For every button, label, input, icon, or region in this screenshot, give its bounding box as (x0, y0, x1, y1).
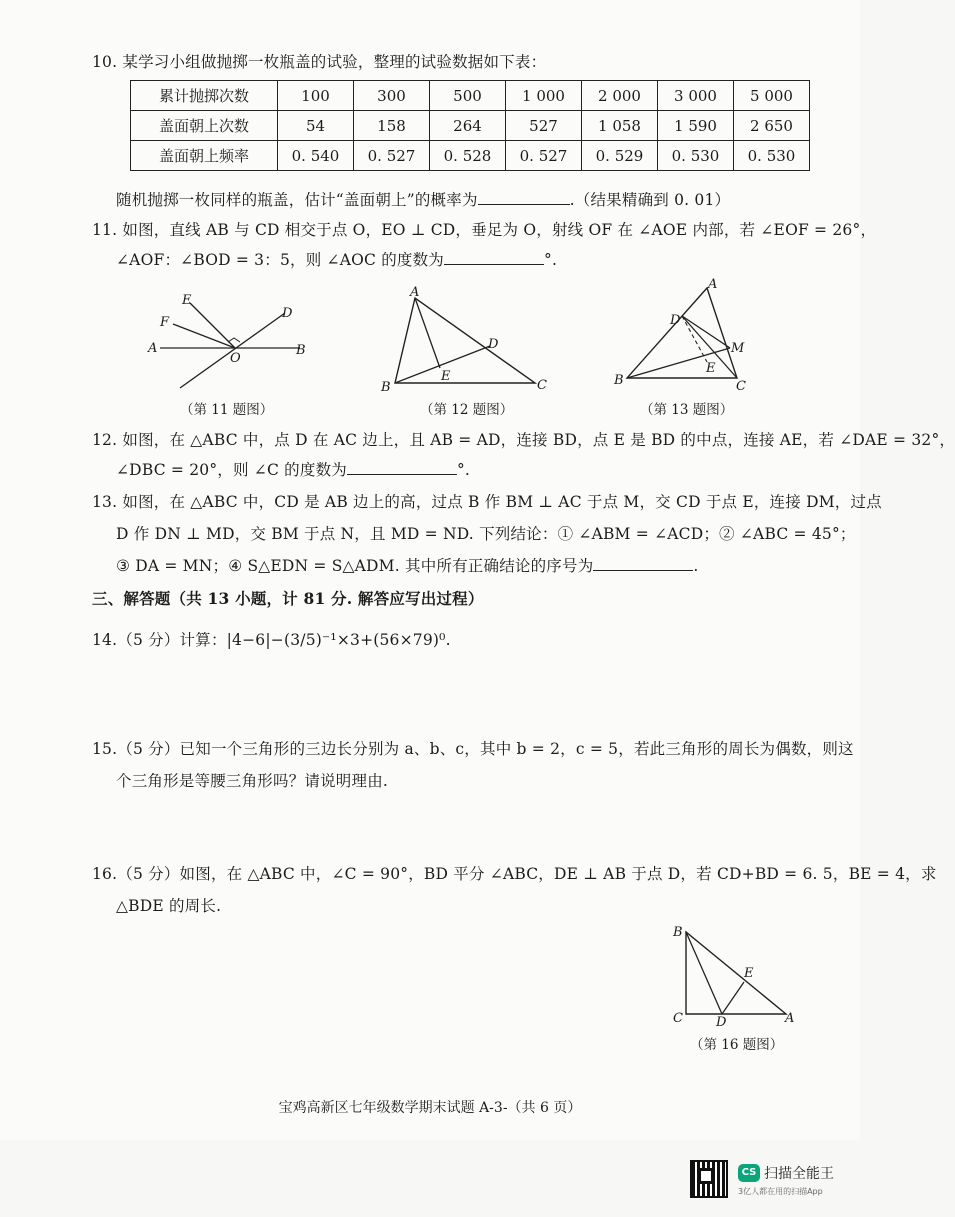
fig16-label-a: A (785, 1011, 795, 1026)
scanner-watermark (690, 1160, 860, 1205)
figure-12 (375, 285, 555, 395)
table-cell: 0. 530 (734, 141, 810, 171)
fig12-label-e: E (441, 369, 451, 384)
q10-after-post: .（结果精确到 0. 01） (569, 191, 731, 209)
table-cell: 158 (354, 111, 430, 141)
table-cell: 0. 528 (430, 141, 506, 171)
watermark-title: 扫描全能王 (764, 1166, 834, 1182)
table-cell: 0. 527 (354, 141, 430, 171)
q13-line1: 13. 如图，在 △ABC 中，CD 是 AB 边上的高，过点 B 作 BM ⊥ AC 于点 M，交 CD 于点 E，连接 DM，过点 (92, 493, 882, 511)
table-cell: 5 000 (734, 81, 810, 111)
q14-text: 14.（5 分）计算：|4−6|−(3/5)⁻¹×3+(56×79)⁰. (92, 631, 451, 649)
table-row-header: 盖面朝上频率 (131, 141, 278, 171)
fig13-caption: （第 13 题图） (640, 402, 734, 418)
q10-data-table (130, 80, 810, 171)
table-cell: 0. 530 (658, 141, 734, 171)
q10-after-pre: 随机抛掷一枚同样的瓶盖，估计“盖面朝上”的概率为 (116, 191, 478, 209)
q12-line2-pre: ∠DBC = 20°，则 ∠C 的度数为 (116, 461, 347, 479)
table-cell: 2 000 (582, 81, 658, 111)
q10-answer-blank (478, 190, 570, 205)
q11-line2-post: °. (544, 251, 558, 269)
table-cell: 0. 529 (582, 141, 658, 171)
q10-text: 10. 某学习小组做抛掷一枚瓶盖的试验，整理的试验数据如下表： (92, 53, 547, 71)
table-cell: 0. 527 (506, 141, 582, 171)
q15-line1: 15.（5 分）已知一个三角形的三边长分别为 a、b、c，其中 b = 2，c = 5，若此三角形的周长为偶数，则这 (92, 740, 854, 758)
q13-line3-pre: ③ DA = MN；④ S△EDN = S△ADM. 其中所有正确结论的序号为 (116, 557, 594, 575)
table-cell: 3 000 (658, 81, 734, 111)
watermark-subtitle: 3亿人都在用的扫描App (738, 1187, 823, 1196)
fig11-label-e: E (182, 293, 192, 308)
q11-line1: 11. 如图，直线 AB 与 CD 相交于点 O，EO ⊥ CD，垂足为 O，射线 OF 在 ∠AOE 内部，若 ∠EOF = 26°， (92, 221, 877, 239)
table-row (131, 81, 810, 111)
q11-line2 (116, 248, 557, 270)
table-cell: 1 058 (582, 111, 658, 141)
fig12-label-a: A (410, 285, 420, 300)
q16-line2: △BDE 的周长. (116, 897, 222, 915)
q15-line2: 个三角形是等腰三角形吗？请说明理由. (116, 772, 389, 790)
camscanner-logo-icon: CS (738, 1164, 760, 1182)
table-cell: 300 (354, 81, 430, 111)
fig13-label-b: B (614, 373, 624, 388)
figure-13 (612, 278, 762, 393)
page-footer: 宝鸡高新区七年级数学期末试题 A-3-（共 6 页） (278, 1100, 582, 1116)
fig13-label-a: A (708, 277, 718, 292)
fig11-label-d: D (282, 306, 293, 321)
table-cell: 0. 540 (278, 141, 354, 171)
table-cell: 500 (430, 81, 506, 111)
fig11-label-b: B (296, 343, 306, 358)
fig16-label-e: E (744, 966, 754, 981)
q16-line1: 16.（5 分）如图，在 △ABC 中，∠C = 90°，BD 平分 ∠ABC，DE ⊥ AB 于点 D，若 CD+BD = 6. 5，BE = 4，求 (92, 865, 937, 883)
q13-line2: D 作 DN ⊥ MD，交 BM 于点 N，且 MD = ND. 下列结论：① ∠ABM = ∠ACD；② ∠ABC = 45°； (116, 525, 856, 543)
table-cell: 100 (278, 81, 354, 111)
q11-line2-pre: ∠AOF：∠BOD = 3：5，则 ∠AOC 的度数为 (116, 251, 445, 269)
q13-answer-blank (593, 556, 693, 571)
fig12-label-d: D (488, 337, 499, 352)
table-cell: 264 (430, 111, 506, 141)
section-3-heading: 三、解答题（共 13 小题，计 81 分. 解答应写出过程） (92, 589, 484, 608)
figure-11 (140, 288, 320, 403)
q12-line1: 12. 如图，在 △ABC 中，点 D 在 AC 边上，且 AB = AD，连接 BD，点 E 是 BD 的中点，连接 AE，若 ∠DAE = 32°， (92, 431, 955, 449)
table-row-header: 累计抛掷次数 (131, 81, 278, 111)
table-cell: 527 (506, 111, 582, 141)
table-cell: 1 000 (506, 81, 582, 111)
fig16-caption: （第 16 题图） (690, 1037, 784, 1053)
fig12-caption: （第 12 题图） (420, 402, 514, 418)
q12-answer-blank (347, 460, 457, 475)
fig16-label-d: D (716, 1015, 727, 1030)
fig13-label-d: D (670, 313, 681, 328)
q12-line2-post: °. (456, 461, 471, 479)
fig13-label-e: E (706, 361, 716, 376)
fig13-label-m: M (731, 341, 745, 356)
table-row (131, 141, 810, 171)
fig12-label-b: B (381, 380, 391, 395)
fig11-caption: （第 11 题图） (180, 402, 274, 418)
table-cell: 2 650 (734, 111, 810, 141)
fig11-label-f: F (160, 315, 170, 330)
q13-line3-post: . (693, 557, 699, 575)
fig16-label-c: C (673, 1011, 683, 1026)
q13-line3 (116, 554, 699, 576)
fig13-label-c: C (736, 379, 746, 394)
fig16-label-b: B (673, 925, 683, 940)
table-cell: 54 (278, 111, 354, 141)
q10-answer-line (116, 188, 730, 210)
table-row (131, 111, 810, 141)
q11-answer-blank (444, 250, 544, 265)
table-cell: 1 590 (658, 111, 734, 141)
qr-code-icon (690, 1160, 728, 1198)
fig12-label-c: C (537, 378, 547, 393)
table-row-header: 盖面朝上次数 (131, 111, 278, 141)
fig11-label-a: A (148, 341, 158, 356)
q12-line2 (116, 458, 470, 480)
fig11-label-o: O (230, 351, 241, 366)
figure-16 (668, 922, 803, 1030)
